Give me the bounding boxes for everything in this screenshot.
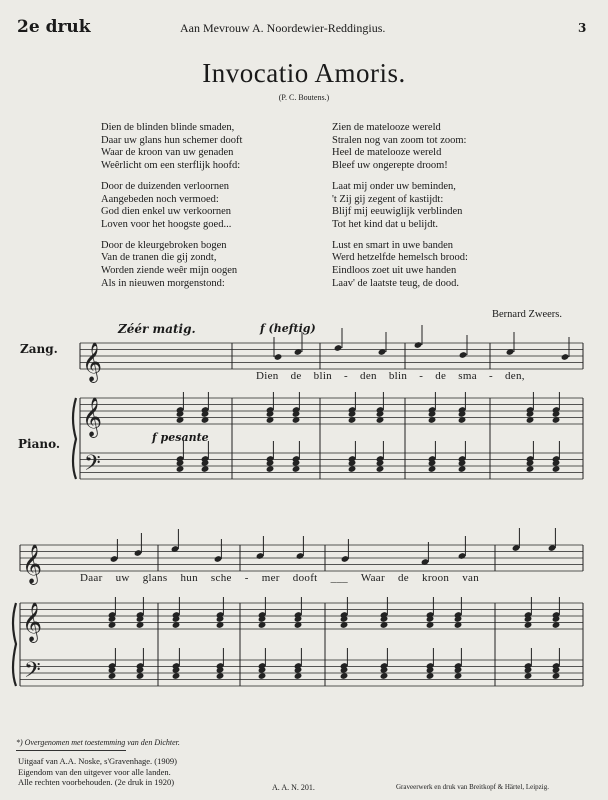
note-head bbox=[334, 344, 343, 352]
page-number: 3 bbox=[578, 21, 587, 35]
footnote: *) Overgenomen met toestemming van den Dichter. bbox=[16, 738, 180, 747]
clef-icon: 𝄞 bbox=[82, 397, 103, 437]
engraver-credit: Graveerwerk en druk van Breitkopf & Härtel, Leipzig. bbox=[396, 783, 549, 791]
clef-icon: 𝄢 bbox=[24, 658, 41, 688]
poem-line: Aangebeden noch vermoed: bbox=[101, 193, 219, 205]
poem-line: Werd hetzelfde hemelsch brood: bbox=[332, 252, 468, 264]
footnote-divider bbox=[16, 750, 126, 751]
publisher-info bbox=[18, 756, 177, 788]
poet-credit: (P. C. Boutens.) bbox=[278, 93, 330, 102]
poem-line: Bleef uw ongerepte droom! bbox=[332, 160, 448, 172]
publisher-line: Eigendom van den uitgever voor alle landen. bbox=[18, 766, 171, 777]
poem-line: Zien de matelooze wereld bbox=[332, 122, 441, 133]
lyrics-line-1: Dien de blin - den blin - de sma - den, bbox=[256, 370, 525, 382]
poem-line: 't Zij gij zegent of kastijdt: bbox=[332, 193, 444, 205]
poem-line: Laat mij onder uw beminden, bbox=[332, 180, 456, 192]
poem-line: Heel de matelooze wereld bbox=[332, 147, 442, 159]
poem-line: Door de kleurgebroken bogen bbox=[101, 239, 227, 251]
note-head bbox=[459, 351, 468, 359]
poem-line: Tot het kind dat u belijdt. bbox=[332, 218, 438, 230]
poem-line: Loven voor het hoogste goed... bbox=[101, 218, 232, 230]
publisher-line: Uitgaaf van A.A. Noske, s'Gravenhage. (1909) bbox=[18, 756, 177, 766]
edition-label: 2e druk bbox=[17, 17, 91, 37]
poem-line: Laav' de laatste teug, de dood. bbox=[332, 277, 459, 289]
song-title: Invocatio Amoris. bbox=[202, 58, 406, 88]
poem-line: Weêrlicht om een sterflijk hoofd: bbox=[101, 160, 241, 172]
brace bbox=[13, 603, 16, 686]
note-head bbox=[561, 353, 570, 361]
clef-icon: 𝄞 bbox=[82, 342, 103, 382]
clef-glyphs bbox=[22, 342, 102, 688]
voice-label: Zang. bbox=[20, 342, 58, 356]
plate-number: A. A. N. 201. bbox=[272, 783, 315, 792]
note-head bbox=[274, 353, 283, 361]
lyrics-line-2: Daar uw glans hun sche - mer dooft ___ Waar de kroon van bbox=[80, 572, 480, 584]
poem-line: Dien de blinden blinde smaden, bbox=[101, 122, 235, 133]
poem-line: Van de tranen die gij zondt, bbox=[101, 252, 217, 264]
staff-lines bbox=[20, 343, 583, 686]
poem-line: Blijf mij eeuwiglijk verblinden bbox=[332, 206, 463, 218]
composer-credit: Bernard Zweers. bbox=[492, 309, 562, 320]
piano-label: Piano. bbox=[18, 437, 61, 451]
bar-lines bbox=[20, 343, 583, 686]
poem-line: Door de duizenden verloornen bbox=[101, 180, 229, 192]
note-head bbox=[414, 341, 423, 349]
brace bbox=[73, 398, 76, 479]
poem-line: Als in nieuwen morgenstond: bbox=[101, 277, 225, 289]
poem-line: Waar de kroon van uw genaden bbox=[101, 147, 234, 159]
tempo-marking: Zéér matig. bbox=[118, 322, 196, 336]
poem-line: Worden ziende weêr mijn oogen bbox=[101, 265, 238, 277]
publisher-line: Alle rechten voorbehouden. (2e druk in 1920) bbox=[18, 777, 175, 787]
poem-line: Lust en smart in uwe banden bbox=[332, 239, 454, 251]
poem-line: Daar uw glans hun schemer dooft bbox=[101, 134, 243, 146]
poem-line: Eindloos zoet uit uwe handen bbox=[332, 265, 457, 277]
poem-line: Stralen nog van zoom tot zoom: bbox=[332, 134, 467, 146]
clef-icon: 𝄞 bbox=[22, 602, 43, 642]
piano-dynamic: f pesante bbox=[152, 431, 209, 444]
clef-icon: 𝄢 bbox=[84, 451, 101, 481]
poem-line: God dien enkel uw verkoornen bbox=[101, 206, 232, 218]
dedication: Aan Mevrouw A. Noordewier-Reddingius. bbox=[180, 21, 386, 35]
voice-dynamic: f (heftig) bbox=[260, 322, 316, 335]
clef-icon: 𝄞 bbox=[22, 544, 43, 584]
